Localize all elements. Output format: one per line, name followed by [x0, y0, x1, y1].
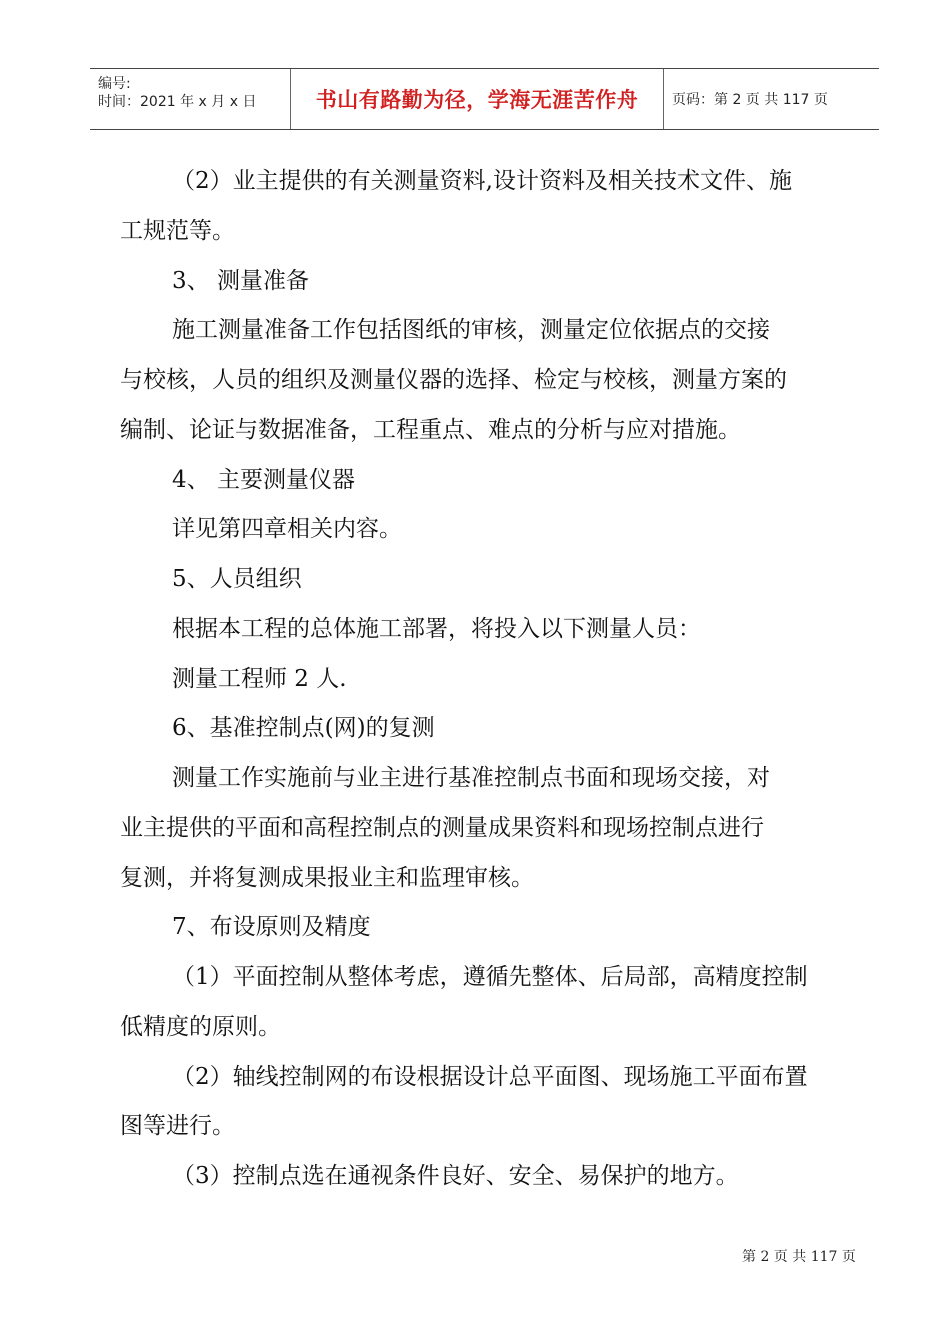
body-line: 详见第四章相关内容。	[172, 516, 402, 542]
header-motto-cell	[291, 69, 664, 129]
body-line: 与校核，人员的组织及测量仪器的选择、检定与校核，测量方案的	[120, 367, 787, 393]
body-line: 图等进行。	[120, 1113, 235, 1139]
body-line: 工规范等。	[120, 218, 235, 244]
header-page-code: 页码：第 2 页 共 117 页	[672, 92, 828, 108]
body-line: 编制、论证与数据准备，工程重点、难点的分析与应对措施。	[120, 417, 741, 443]
section-heading: 6、基准控制点(网)的复测	[172, 715, 435, 741]
body-line: （2）业主提供的有关测量资料,设计资料及相关技术文件、施	[172, 168, 792, 194]
document-time-label: 时间：2021 年 x 月 x 日	[98, 94, 257, 110]
body-line: （1）平面控制从整体考虑，遵循先整体、后局部，高精度控制	[172, 964, 808, 990]
body-line: 施工测量准备工作包括图纸的审核，测量定位依据点的交接	[172, 317, 770, 343]
body-line: 根据本工程的总体施工部署，将投入以下测量人员：	[172, 616, 701, 642]
body-line: 业主提供的平面和高程控制点的测量成果资料和现场控制点进行	[120, 815, 764, 841]
body-line: （3）控制点选在通视条件良好、安全、易保护的地方。	[172, 1163, 739, 1189]
section-heading: 7、布设原则及精度	[172, 914, 371, 940]
body-line: 低精度的原则。	[120, 1014, 281, 1040]
document-number-label: 编号:	[98, 76, 131, 92]
header-left-cell	[90, 69, 291, 129]
section-heading: 4、 主要测量仪器	[172, 467, 355, 493]
body-line: （2）轴线控制网的布设根据设计总平面图、现场施工平面布置	[172, 1064, 808, 1090]
header-page-cell	[664, 69, 879, 129]
body-line: 测量工作实施前与业主进行基准控制点书面和现场交接，对	[172, 765, 770, 791]
body-line: 测量工程师 2 人.	[172, 666, 347, 692]
page-footer: 第 2 页 共 117 页	[742, 1249, 856, 1265]
section-heading: 3、 测量准备	[172, 268, 309, 294]
header-motto: 书山有路勤为径，学海无涯苦作舟	[315, 88, 639, 112]
body-line: 复测，并将复测成果报业主和监理审核。	[120, 865, 534, 891]
section-heading: 5、人员组织	[172, 566, 302, 592]
page-header	[90, 68, 879, 130]
